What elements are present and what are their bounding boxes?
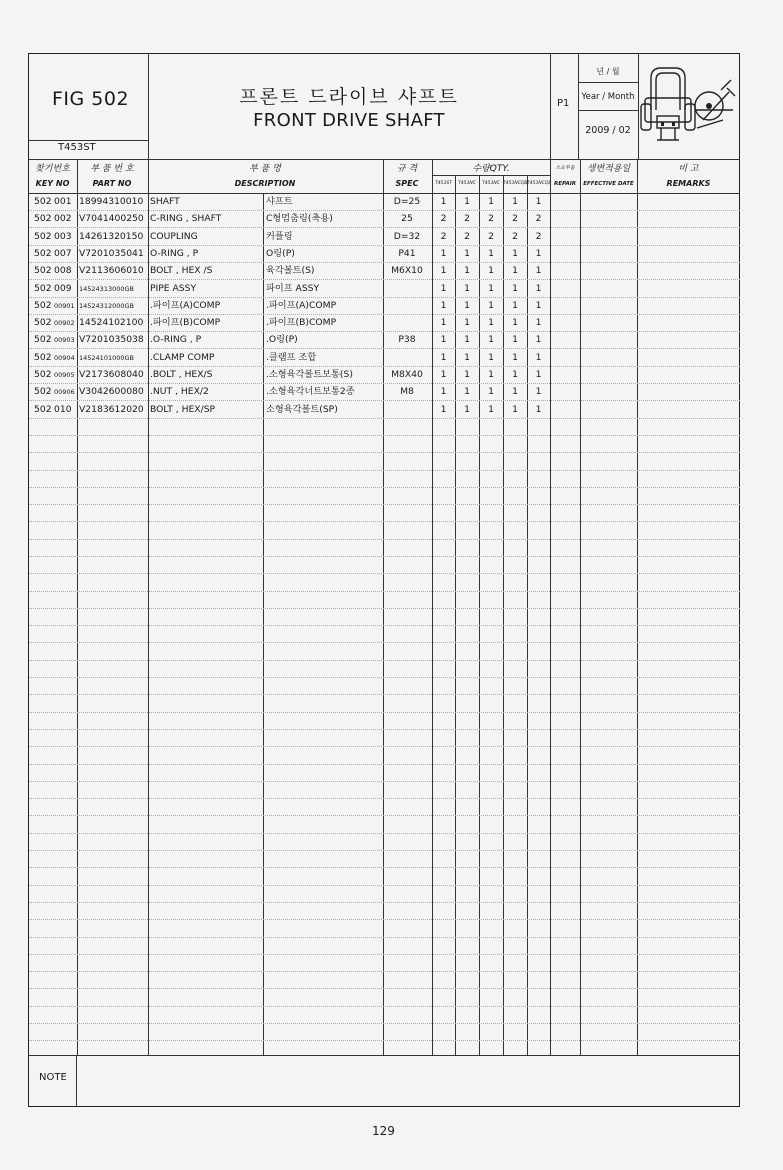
spec-value: M8 [400, 386, 414, 398]
row-divider [29, 781, 740, 782]
qty-value: 1 [488, 247, 494, 259]
key-number: 00903 [54, 336, 75, 345]
qty-value: 1 [440, 299, 447, 311]
qty-value: 1 [464, 351, 470, 363]
row-divider [29, 764, 740, 765]
description-english: .BOLT , HEX/S [150, 369, 213, 380]
row-divider [29, 971, 740, 972]
qty-value: 1 [535, 369, 542, 380]
qty-value: 1 [488, 403, 494, 415]
page-number: 129 [372, 1124, 395, 1138]
row-divider [29, 452, 740, 453]
qty-value: 1 [512, 403, 518, 415]
row-divider [29, 937, 740, 938]
key-number: 00905 [54, 371, 75, 379]
qty-value: 1 [488, 334, 494, 346]
column-divider [76, 1055, 77, 1107]
description-korean: O링(P) [266, 247, 295, 259]
row-divider [29, 556, 740, 557]
row-divider [29, 435, 740, 436]
tractor-icon [639, 62, 739, 148]
fig-number: 502 [34, 247, 52, 259]
fig-number: 502 [34, 317, 52, 329]
qty-value: 1 [464, 317, 470, 329]
qty-value: 1 [535, 299, 542, 311]
qty-value: 1 [535, 351, 542, 363]
description-english: C-RING , SHAFT [150, 213, 222, 225]
qty-value: 2 [440, 213, 447, 225]
description-korean: 육각볼트(S) [266, 265, 315, 277]
row-divider [29, 227, 740, 228]
row-divider [29, 642, 740, 643]
key-number: 009 [54, 282, 72, 294]
title-korean: 프론트 드라이브 샤프트 [239, 86, 459, 108]
row-divider [29, 919, 740, 920]
row-divider [29, 366, 740, 367]
qty-value: 1 [512, 265, 518, 277]
qty-value: 1 [512, 317, 518, 329]
description-english: .NUT , HEX/2 [150, 386, 209, 398]
qty-value: 1 [464, 282, 470, 294]
column-divider [383, 159, 384, 1055]
section-divider [29, 159, 740, 160]
qty-value: 1 [512, 334, 518, 346]
remarks-header: REMARKS [666, 179, 711, 188]
row-divider [29, 262, 740, 263]
remarks-header-ko: 비 고 [678, 164, 699, 174]
description-english: COUPLING [150, 230, 198, 242]
part-no-header-ko: 부 품 번 호 [90, 164, 134, 174]
key-number: 003 [54, 230, 72, 242]
section-divider [432, 175, 550, 176]
fig-number: 502 [34, 213, 52, 225]
qty-value: 2 [488, 213, 494, 225]
qty-value: 1 [512, 282, 518, 294]
qty-value: 2 [464, 230, 470, 242]
row-divider [29, 625, 740, 626]
row-divider [29, 694, 740, 695]
qty-value: 1 [440, 265, 447, 277]
qty-value: 1 [464, 247, 470, 259]
qty-value: 1 [488, 196, 494, 207]
year-month-korean: 년 / 월 [596, 67, 620, 76]
key-no-header: KEY NO [35, 179, 70, 188]
column-divider [77, 159, 78, 1055]
qty-header: 수량QTY. [472, 164, 510, 174]
row-divider [29, 573, 740, 574]
row-divider [29, 885, 740, 886]
row-divider [29, 297, 740, 298]
qty-value: 1 [535, 247, 542, 259]
qty-value: 1 [464, 334, 470, 346]
row-divider [29, 729, 740, 730]
qty-value: 1 [535, 386, 542, 398]
fig-number: 502 [34, 299, 52, 311]
description-korean: 샤프트 [266, 196, 293, 207]
spec-header-ko: 규 격 [396, 164, 418, 174]
spec-value: D=32 [393, 230, 421, 242]
description-korean: .파이프(A)COMP [266, 299, 337, 311]
row-divider [29, 746, 740, 747]
qty-value: 1 [488, 317, 494, 329]
qty-value: 1 [440, 196, 447, 207]
part-no-header: PART NO [92, 179, 132, 188]
row-divider [29, 487, 740, 488]
part-number: 14524312000GB [79, 301, 134, 310]
spec-value: M6X10 [391, 265, 423, 277]
part-number: 14524101000GB [79, 353, 134, 362]
row-divider [29, 833, 740, 834]
part-number: V7041400250 [79, 213, 144, 225]
qty-value: 1 [512, 196, 518, 207]
spec-value: P38 [398, 334, 416, 346]
fig-number: 502 [34, 282, 52, 294]
row-divider [29, 591, 740, 592]
note-label: NOTE [39, 1072, 67, 1083]
row-divider [29, 348, 740, 349]
qty-value: 1 [488, 282, 494, 294]
fig-label: FIG 502 [52, 88, 130, 110]
qty-value: 2 [535, 213, 542, 225]
row-divider [29, 470, 740, 471]
section-divider [578, 82, 638, 83]
qty-value: 1 [512, 351, 518, 363]
qty-value: 1 [440, 403, 447, 415]
qty-value: 1 [464, 299, 470, 311]
description-english: PIPE ASSY [150, 282, 197, 294]
key-no-header-ko: 찾기번호 [35, 164, 70, 174]
column-divider [148, 159, 149, 1055]
section-divider [29, 1055, 740, 1056]
fig-number: 502 [34, 351, 52, 363]
qty-value: 1 [488, 386, 494, 398]
part-number: V2183612020 [79, 403, 144, 415]
year-month-label: Year / Month [581, 92, 635, 102]
qty-value: 1 [440, 369, 447, 380]
fig-number: 502 [34, 196, 52, 207]
qty-model-1: T453ST [435, 181, 452, 186]
parts-list-frame [28, 53, 740, 1107]
part-number: 14524102100 [79, 317, 144, 329]
qty-value: 1 [535, 317, 542, 329]
repair-header-ko: 소요부품 [555, 165, 575, 171]
row-divider [29, 539, 740, 540]
description-english: .CLAMP COMP [150, 351, 215, 363]
column-divider [148, 53, 149, 159]
row-divider [29, 1023, 740, 1024]
section-divider [29, 193, 740, 194]
effective-date-header: EFFECTIVE DATE [583, 181, 634, 187]
description-korean: .파이프(B)COMP [266, 317, 337, 329]
spec-value: 25 [401, 213, 413, 225]
qty-value: 2 [512, 230, 518, 242]
row-divider [29, 1006, 740, 1007]
row-divider [29, 608, 740, 609]
part-number: 14261320150 [79, 230, 144, 242]
qty-value: 1 [464, 386, 470, 398]
key-number: 002 [54, 213, 72, 225]
qty-value: 2 [512, 213, 518, 225]
part-number: V2113606010 [79, 265, 144, 277]
row-divider [29, 314, 740, 315]
row-divider [29, 521, 740, 522]
qty-value: 1 [440, 317, 447, 329]
part-number: 14524313000GB [79, 284, 134, 293]
key-number: 010 [54, 403, 72, 415]
row-divider [29, 660, 740, 661]
part-number: V3042600080 [79, 386, 144, 398]
qty-value: 1 [440, 386, 447, 398]
description-english: BOLT , HEX /S [150, 265, 213, 277]
description-korean: 파이프 ASSY [266, 282, 320, 294]
key-number: 001 [54, 196, 72, 207]
qty-value: 2 [488, 230, 494, 242]
qty-value: 1 [488, 265, 494, 277]
qty-value: 1 [512, 386, 518, 398]
fig-number: 502 [34, 230, 52, 242]
qty-model-4: T453NCQB [503, 181, 528, 186]
revision-date: 2009 / 02 [585, 125, 631, 136]
row-divider [29, 1040, 740, 1041]
qty-value: 1 [464, 265, 470, 277]
qty-value: 1 [440, 334, 447, 346]
row-divider [29, 902, 740, 903]
row-divider [29, 867, 740, 868]
part-number: V7201035038 [79, 334, 144, 346]
qty-model-5: T453NCQB [527, 181, 552, 186]
row-divider [29, 677, 740, 678]
column-divider [637, 159, 638, 1055]
part-number: 18994310010 [79, 196, 144, 207]
section-divider [29, 140, 148, 141]
qty-model-2: T453NC [458, 181, 476, 186]
fig-number: 502 [34, 386, 52, 398]
column-divider [638, 53, 639, 159]
row-divider [29, 383, 740, 384]
key-number: 008 [54, 265, 72, 277]
qty-value: 1 [464, 369, 470, 380]
row-divider [29, 418, 740, 419]
row-divider [29, 245, 740, 246]
qty-value: 1 [512, 247, 518, 259]
section-divider [578, 110, 638, 111]
part-number: V2173608040 [79, 369, 144, 380]
description-korean: .소형육각볼트보통(S) [266, 369, 353, 380]
description-english: .파이프(B)COMP [150, 317, 221, 329]
qty-value: 2 [535, 230, 542, 242]
row-divider [29, 850, 740, 851]
qty-value: 2 [464, 213, 470, 225]
row-divider [29, 400, 740, 401]
key-number: 00902 [54, 319, 75, 328]
description-english: BOLT , HEX/SP [150, 403, 216, 415]
fig-number: 502 [34, 265, 52, 277]
row-divider [29, 815, 740, 816]
qty-value: 2 [440, 230, 447, 242]
key-number: 00906 [54, 388, 75, 397]
description-korean: 커플링 [266, 230, 293, 242]
spec-value: P41 [398, 247, 416, 259]
description-korean: .소형육각너트보통2종 [266, 386, 355, 398]
spec-header: SPEC [395, 179, 419, 188]
description-header: DESCRIPTION [234, 179, 296, 188]
qty-value: 1 [535, 196, 542, 207]
qty-value: 1 [488, 299, 494, 311]
description-english: .파이프(A)COMP [150, 299, 221, 311]
description-english: SHAFT [150, 196, 180, 207]
key-number: 00904 [54, 353, 75, 362]
row-divider [29, 210, 740, 211]
description-english: O-RING , P [150, 247, 199, 259]
qty-model-3: T453NC [482, 181, 500, 186]
column-divider [263, 193, 264, 1055]
fig-number: 502 [34, 403, 52, 415]
qty-value: 1 [535, 334, 542, 346]
repair-header: REPAIR [553, 181, 577, 187]
qty-value: 1 [488, 369, 494, 380]
qty-value: 1 [488, 351, 494, 363]
effective-date-header-ko: 생변적용일 [586, 164, 631, 174]
column-divider [550, 53, 551, 1055]
row-divider [29, 712, 740, 713]
qty-value: 1 [440, 351, 447, 363]
column-divider [578, 53, 579, 159]
description-english: .O-RING , P [150, 334, 202, 346]
key-number: 00901 [54, 301, 75, 310]
row-divider [29, 331, 740, 332]
description-header-ko: 부 품 명 [249, 164, 281, 174]
page-ref: P1 [557, 98, 570, 109]
qty-value: 1 [464, 196, 470, 207]
qty-value: 1 [512, 369, 518, 380]
row-divider [29, 988, 740, 989]
spec-value: M8X40 [391, 369, 423, 380]
key-number: 007 [54, 247, 72, 259]
row-divider [29, 798, 740, 799]
qty-value: 1 [535, 282, 542, 294]
qty-value: 1 [440, 247, 447, 259]
model-code: T453ST [58, 142, 96, 153]
description-korean: 소형육각볼트(SP) [266, 403, 338, 415]
qty-value: 1 [535, 403, 542, 415]
description-korean: C형멈춤링(축용) [266, 213, 333, 225]
spec-value: D=25 [393, 196, 421, 207]
qty-value: 1 [512, 299, 518, 311]
fig-number: 502 [34, 334, 52, 346]
title-english: FRONT DRIVE SHAFT [253, 110, 445, 131]
row-divider [29, 504, 740, 505]
column-divider [580, 159, 581, 1055]
qty-value: 1 [535, 265, 542, 277]
description-korean: .클램프 조합 [266, 351, 317, 363]
row-divider [29, 279, 740, 280]
qty-value: 1 [464, 403, 470, 415]
description-korean: .O링(P) [266, 334, 298, 346]
qty-value: 1 [440, 282, 447, 294]
part-number: V7201035041 [79, 247, 144, 259]
fig-number: 502 [34, 369, 52, 380]
row-divider [29, 954, 740, 955]
